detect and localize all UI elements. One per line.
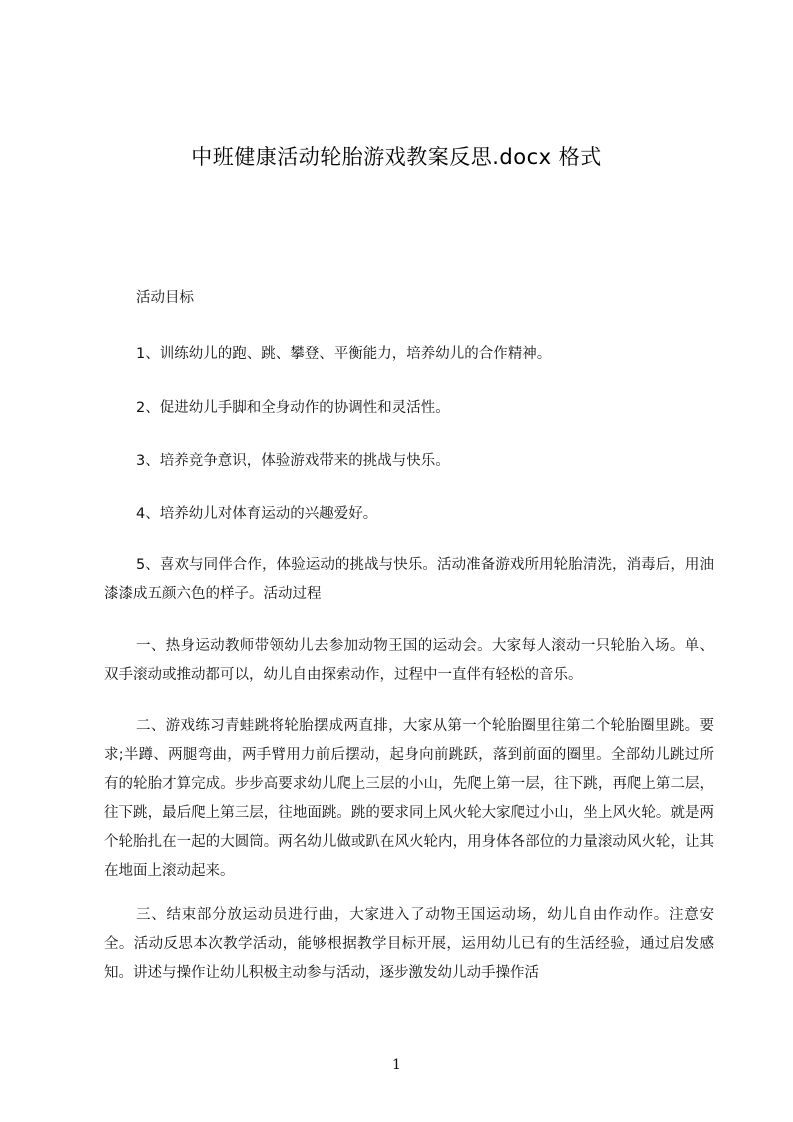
process-step-warmup: 一、热身运动教师带领幼儿去参加动物王国的运动会。大家每人滚动一只轮胎入场。单、双手滚动或推动都可以，幼儿自由探索动作，过程中一直伴有轻松的音乐。 — [104, 638, 714, 683]
objective-item-3: 3、培养竞争意识，体验游戏带来的挑战与快乐。 — [136, 453, 450, 469]
objective-item-5-and-preparation: 5、喜欢与同伴合作，体验运动的挑战与快乐。活动准备游戏所用轮胎清洗，消毒后，用油漆漆成五颜六色的样子。活动过程 — [104, 557, 714, 602]
page-number: 1 — [392, 1057, 401, 1073]
objective-item-2: 2、促进幼儿手脚和全身动作的协调性和灵活性。 — [136, 400, 450, 416]
objective-item-4: 4、培养幼儿对体育运动的兴趣爱好。 — [136, 506, 378, 522]
process-step-games: 二、游戏练习青蛙跳将轮胎摆成两直排，大家从第一个轮胎圈里往第二个轮胎圈里跳。要求;半蹲、两腿弯曲，两手臂用力前后摆动，起身向前跳跃，落到前面的圈里。全部幼儿跳过所有的轮胎才算完成。步步高要求幼儿爬上三层的小山，先爬上第一层，往下跳，再爬上第二层，往下跳，最后爬上第三层，往地面跳。跳的要求同上风火轮大家爬过小山，坐上风火轮。就是两个轮胎扎在一起的大圆筒。两名幼儿做或趴在风火轮内，用身体各部位的力量滚动风火轮，让其在地面上滚动起来。 — [104, 718, 714, 879]
document-title: 中班健康活动轮胎游戏教案反思.docx 格式 — [191, 145, 602, 169]
objective-item-1: 1、训练幼儿的跑、跳、攀登、平衡能力，培养幼儿的合作精神。 — [136, 346, 552, 362]
section-heading-objectives: 活动目标 — [136, 290, 194, 306]
process-step-ending-and-reflection: 三、结束部分放运动员进行曲，大家进入了动物王国运动场，幼儿自由作动作。注意安全。活动反思本次教学活动，能够根据教学目标开展，运用幼儿已有的生活经验，通过启发感知。讲述与操作让幼儿积极主动参与活动，逐步激发幼儿动手操作活 — [104, 907, 714, 981]
